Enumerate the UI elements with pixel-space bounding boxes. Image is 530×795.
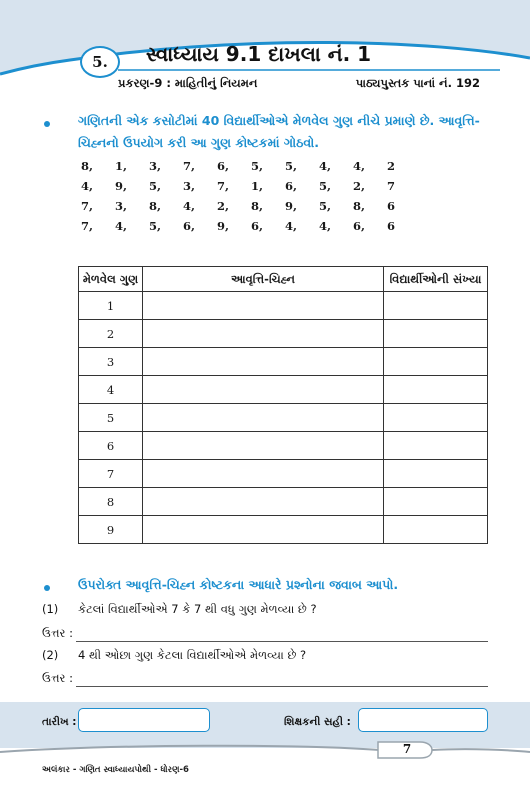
table-row [79, 292, 488, 320]
teacher-signature-field[interactable] [358, 708, 488, 732]
marks-cell: 1 [79, 292, 143, 320]
mark-value: 5, [149, 219, 162, 233]
table-row [79, 516, 488, 544]
tally-cell[interactable] [143, 320, 384, 348]
mark-value: 1, [251, 179, 264, 193]
marks-cell: 4 [79, 376, 143, 404]
table-row [79, 432, 488, 460]
header-student-count: વિદ્યાર્થીઓની સંખ્યા [384, 267, 488, 292]
student-count-cell[interactable] [384, 348, 488, 376]
sub-question-1-text: કેટલાં વિદ્યાર્થીઓએ 7 કે 7 થી વધુ ગુણ મેળવ્યા છે ? [78, 602, 317, 616]
mark-value: 2, [353, 179, 366, 193]
mark-value: 9, [115, 179, 128, 193]
date-label: તારીખ : [42, 716, 77, 728]
mark-value: 7, [81, 199, 94, 213]
question-bullet-icon [44, 585, 50, 591]
student-count-cell[interactable] [384, 432, 488, 460]
mark-value: 8, [353, 199, 366, 213]
page-title: સ્વાધ્યાય 9.1 દાખલા નં. 1 [146, 42, 372, 66]
mark-value: 4, [319, 159, 332, 173]
mark-value: 2 [387, 159, 396, 173]
table-row [79, 404, 488, 432]
sub-question-2 [42, 648, 306, 663]
sub-question-2-number: (2) [42, 648, 59, 662]
mark-value: 7, [81, 219, 94, 233]
chapter-label: પ્રકરણ-9 : માહિતીનું નિયમન [118, 76, 258, 90]
question-2-heading: ઉપરોક્ત આવૃત્તિ-ચિહ્ન કોષ્ટકના આધારે પ્રશ્નોના જવાબ આપો. [78, 577, 399, 592]
mark-value: 4, [115, 219, 128, 233]
question-bullet-icon [44, 121, 50, 127]
marks-cell: 5 [79, 404, 143, 432]
table-row [79, 376, 488, 404]
student-count-cell[interactable] [384, 292, 488, 320]
mark-value: 3, [149, 159, 162, 173]
mark-value: 7, [217, 179, 230, 193]
answer-line-1[interactable] [76, 641, 488, 642]
student-count-cell[interactable] [384, 404, 488, 432]
header-tally: આવૃત્તિ-ચિહ્ન [143, 267, 384, 292]
answer-line-2[interactable] [76, 686, 488, 687]
date-field[interactable] [78, 708, 210, 732]
mark-value: 7, [183, 159, 196, 173]
tally-cell[interactable] [143, 292, 384, 320]
mark-value: 9, [285, 199, 298, 213]
header-marks: મેળવેલ ગુણ [79, 267, 143, 292]
marks-cell: 8 [79, 488, 143, 516]
student-count-cell[interactable] [384, 488, 488, 516]
teacher-signature-label: શિક્ષકની સહી : [284, 716, 351, 728]
question-1-line-1: ગણિતની એક કસોટીમાં 40 વિદ્યાર્થીઓએ મેળવેલ ગુણ નીચે પ્રમાણે છે. આવૃત્તિ- [78, 113, 480, 128]
mark-value: 6, [217, 159, 230, 173]
book-name: અલંકાર - ગણિત સ્વાધ્યાયપોથી - ધોરણ-6 [42, 765, 189, 775]
mark-value: 5, [149, 179, 162, 193]
marks-data-grid [78, 158, 418, 235]
tally-cell[interactable] [143, 460, 384, 488]
table-row [79, 488, 488, 516]
mark-value: 6, [251, 219, 264, 233]
mark-value: 4, [319, 219, 332, 233]
tally-cell[interactable] [143, 432, 384, 460]
mark-value: 6, [183, 219, 196, 233]
mark-value: 5, [319, 199, 332, 213]
mark-value: 6 [387, 199, 396, 213]
mark-value: 4, [353, 159, 366, 173]
mark-value: 4, [81, 179, 94, 193]
sub-question-1 [42, 602, 317, 617]
tally-cell[interactable] [143, 404, 384, 432]
mark-value: 5, [251, 159, 264, 173]
tally-cell[interactable] [143, 488, 384, 516]
question-1-text [78, 110, 498, 154]
mark-value: 8, [251, 199, 264, 213]
student-count-cell[interactable] [384, 460, 488, 488]
sub-question-1-number: (1) [42, 602, 59, 616]
sub-question-2-text: 4 થી ઓછા ગુણ કેટલા વિદ્યાર્થીઓએ મેળવ્યા છે ? [78, 648, 307, 662]
mark-value: 6 [387, 219, 396, 233]
mark-value: 6, [285, 179, 298, 193]
mark-value: 1, [115, 159, 128, 173]
mark-value: 2, [217, 199, 230, 213]
table-row [79, 348, 488, 376]
mark-value: 8, [149, 199, 162, 213]
tally-cell[interactable] [143, 348, 384, 376]
marks-cell: 2 [79, 320, 143, 348]
marks-cell: 7 [79, 460, 143, 488]
marks-cell: 6 [79, 432, 143, 460]
marks-cell: 9 [79, 516, 143, 544]
page-number: 7 [402, 742, 412, 756]
table-row [79, 320, 488, 348]
tally-frequency-table [78, 266, 488, 544]
tally-cell[interactable] [143, 376, 384, 404]
mark-value: 3, [115, 199, 128, 213]
mark-value: 5, [319, 179, 332, 193]
mark-value: 6, [353, 219, 366, 233]
student-count-cell[interactable] [384, 320, 488, 348]
mark-value: 8, [81, 159, 94, 173]
marks-cell: 3 [79, 348, 143, 376]
mark-value: 4, [183, 199, 196, 213]
answer-label-1: ઉત્તર : [42, 626, 73, 640]
tally-cell[interactable] [143, 516, 384, 544]
mark-value: 5, [285, 159, 298, 173]
question-1-line-2: ચિહ્નનો ઉપયોગ કરી આ ગુણ કોષ્ટકમાં ગોઠવો. [78, 135, 320, 150]
footer-swoosh [0, 738, 530, 764]
mark-value: 7 [387, 179, 396, 193]
student-count-cell[interactable] [384, 376, 488, 404]
mark-value: 9, [217, 219, 230, 233]
table-row [79, 460, 488, 488]
mark-value: 4, [285, 219, 298, 233]
exercise-number-badge: 5. [80, 46, 120, 78]
student-count-cell[interactable] [384, 516, 488, 544]
answer-label-2: ઉત્તર : [42, 671, 73, 685]
textbook-page-label: પાઠ્યપુસ્તક પાનાં નં. 192 [355, 76, 480, 90]
mark-value: 3, [183, 179, 196, 193]
